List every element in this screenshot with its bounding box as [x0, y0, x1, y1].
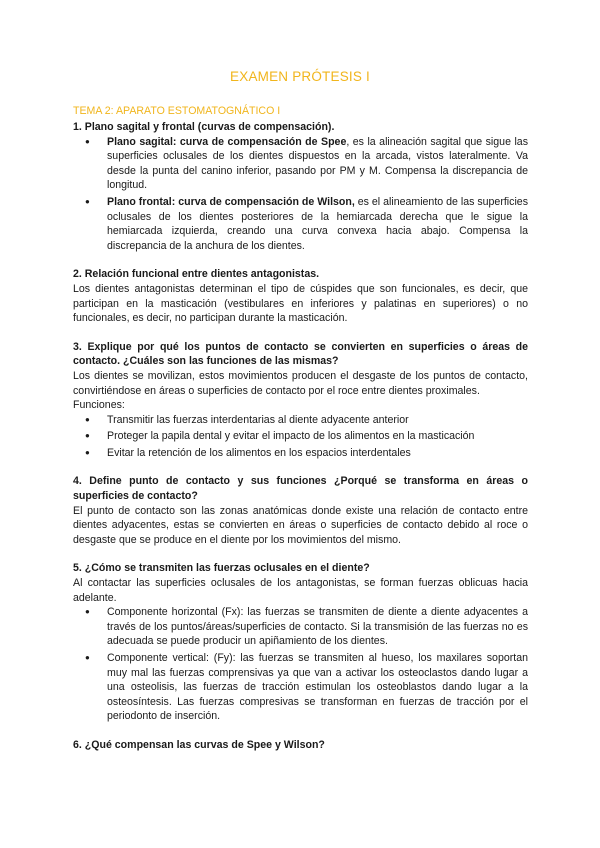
- question-heading: 5. ¿Cómo se transmiten las fuerzas oclusales en el diente?: [73, 562, 370, 575]
- item-text: , es la alineación sagital que sigue las superficies oclusales de los dientes dispuestos en la arcada, vistos lateralmente. Va desde la punta del canino inferior, pasando por PM y M. Compensa la discrepancia de longitud.: [107, 135, 528, 192]
- list-item: [107, 135, 528, 193]
- bullet-list: [73, 135, 528, 254]
- section-q6: [73, 738, 528, 753]
- answer-text: Los dientes se movilizan, estos movimientos producen el desgaste de los puntos de contacto, convirtiéndose en áreas o superficies de contacto por el roce entre dientes proximales.: [73, 369, 528, 397]
- item-term: Plano frontal: curva de compensación de Wilson,: [107, 195, 355, 208]
- section-q2: [73, 267, 528, 325]
- list-item: ● Transmitir las fuerzas interdentarias al diente adyacente anterior: [107, 413, 528, 428]
- item-text: es el alineamiento de las superficies oclusales de los dientes posteriores de la hemiarcada derecha que le sigue la hemiarcada izquierda, creando una curva convexa hacia abajo. Compensa la discrepancia de la anchura de los dientes.: [107, 195, 528, 252]
- section-q5: [73, 561, 528, 724]
- page-title: EXAMEN PRÓTESIS I: [230, 69, 370, 84]
- list-item: [107, 195, 528, 253]
- question-heading: 3. Explique por qué los puntos de contacto se convierten en superficies o áreas de contacto. ¿Cuáles son las funciones de las mismas?: [73, 340, 528, 368]
- functions-label: Funciones:: [73, 399, 125, 412]
- list-item: ● Componente horizontal (Fx): las fuerzas se transmiten de diente a diente adyacentes a través de los puntos/áreas/superficies de contacto. Si la transmisión de las fuerzas no es adecuada se puede producir un apiñamiento de los dientes.: [107, 605, 528, 649]
- list-item: ● Evitar la retención de los alimentos en los espacios interdentales: [107, 446, 528, 461]
- answer-text: Los dientes antagonistas determinan el tipo de cúspides que son funcionales, es decir, que participan en la masticación (vestibulares en inferiores y palatinas en superiores) o no funcionales, es decir, no participan durante la masticación.: [73, 282, 528, 325]
- list-item: ● Proteger la papila dental y evitar el impacto de los alimentos en la masticación: [107, 429, 528, 444]
- question-heading: 4. Define punto de contacto y sus funciones ¿Porqué se transforma en áreas o superficies de contacto?: [73, 475, 528, 503]
- question-heading: 2. Relación funcional entre dientes antagonistas.: [73, 268, 320, 281]
- section-q1: [73, 120, 528, 253]
- question-heading: 1. Plano sagital y frontal (curvas de compensación).: [73, 121, 335, 133]
- document-body: [73, 120, 528, 767]
- list-item: ● Componente vertical: (Fy): las fuerzas se transmiten al hueso, los maxilares soportan muy mal las fuerzas comprensivas ya que van a activar los osteoclastos dando lugar a una osteolisis, las fuerzas de tracción estimulan los osteoblastos dando lugar a la osteosíntesis. Las fuerzas compresivas se transforman en fuerzas de tracción por el periodonto de inserción.: [107, 651, 528, 724]
- item-term: Plano sagital: curva de compensación de Spee: [107, 135, 347, 148]
- functions-list: [73, 413, 528, 461]
- bullet-list: [73, 605, 528, 724]
- answer-text: Al contactar las superficies oclusales de los antagonistas, se forman fuerzas oblicuas hacia adelante.: [73, 577, 528, 604]
- topic-heading: TEMA 2: APARATO ESTOMATOGNÁTICO I: [73, 105, 281, 117]
- question-heading: 6. ¿Qué compensan las curvas de Spee y Wilson?: [73, 738, 325, 751]
- section-q4: [73, 474, 528, 547]
- answer-text: El punto de contacto son las zonas anatómicas donde existe una relación de contacto entre dientes adyacentes, estas se convierten en áreas o superficies de contacto debido al roce o desgaste que se produce en el diente por los movimientos del mismo.: [73, 504, 528, 546]
- section-q3: [73, 340, 528, 461]
